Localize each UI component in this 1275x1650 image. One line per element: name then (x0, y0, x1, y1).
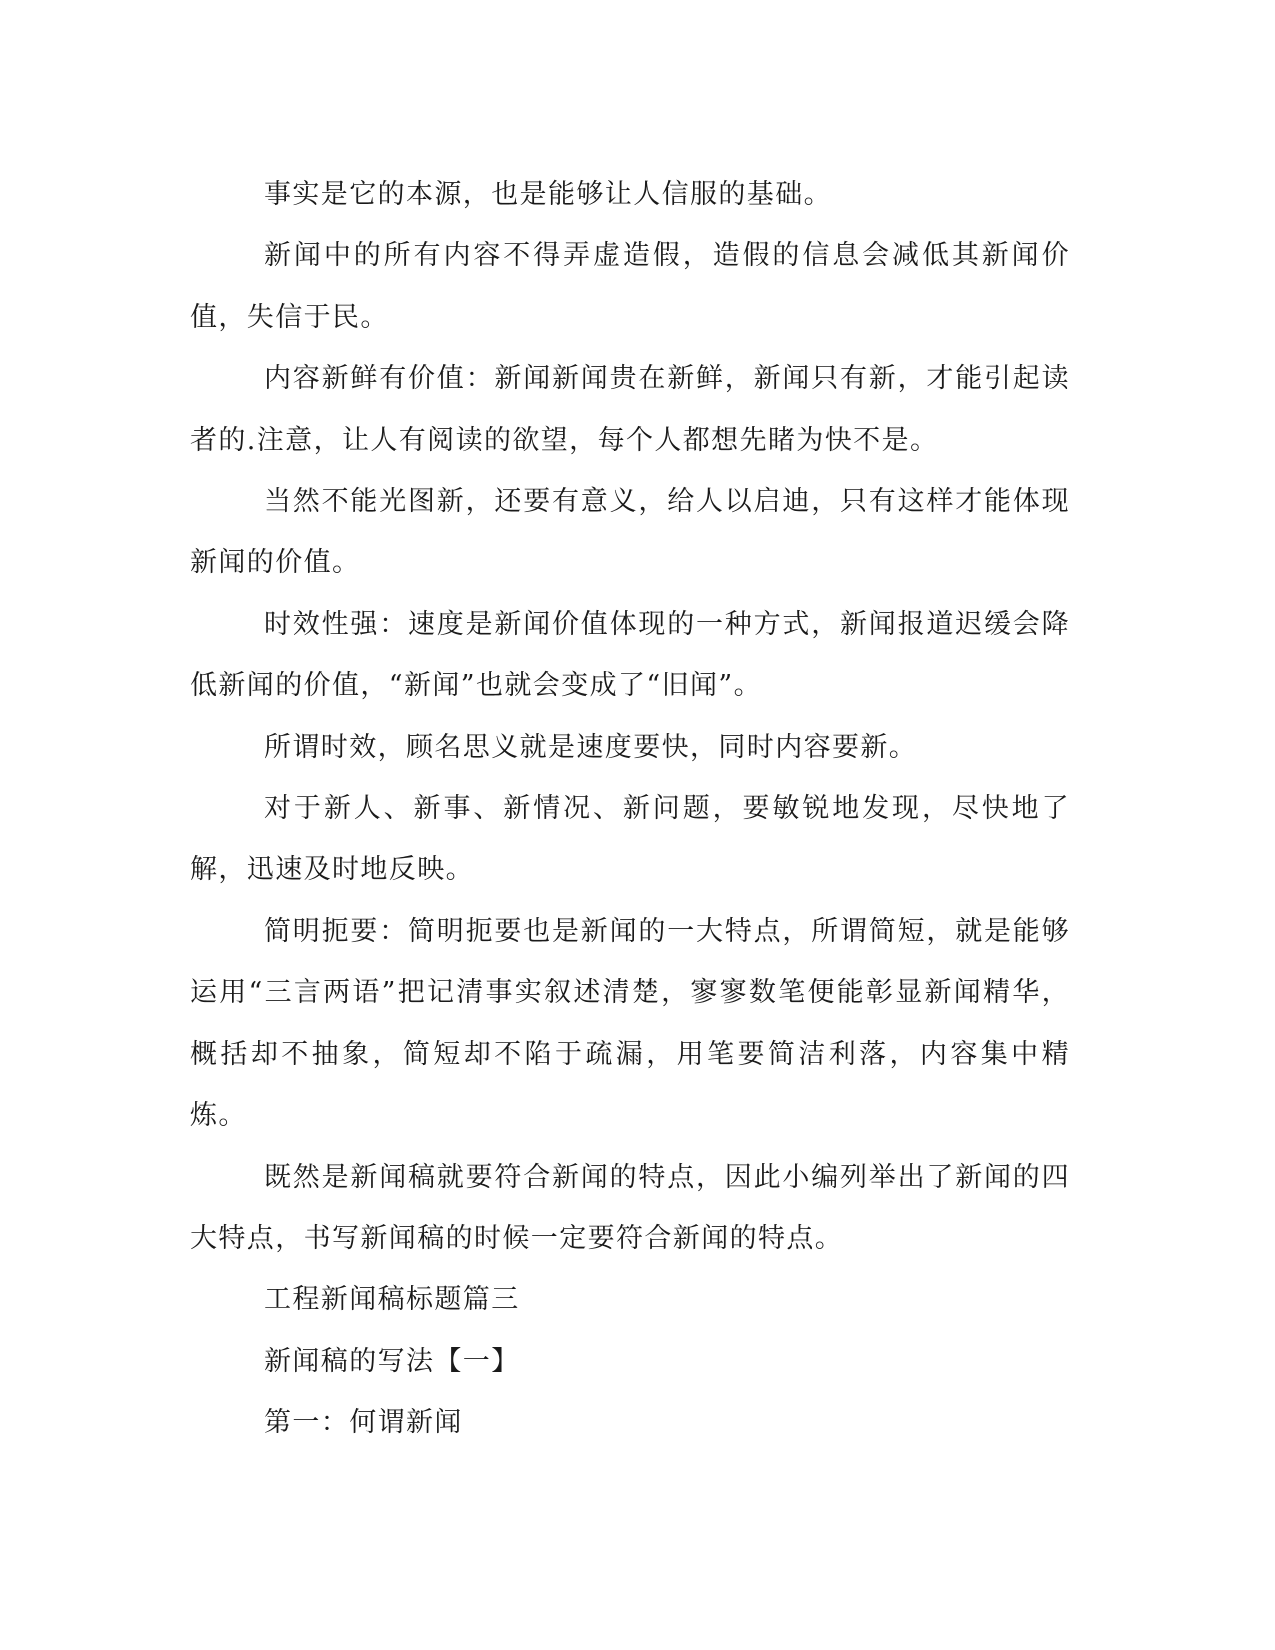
paragraph-1: 事实是它的本源，也是能够让人信服的基础。 (264, 179, 832, 210)
paragraph-7: 对于新人、新事、新情况、新问题，要敏锐地发现，尽快地了解，迅速及时地反映。 (190, 793, 1070, 886)
paragraph-3: 内容新鲜有价值：新闻新闻贵在新鲜，新闻只有新，才能引起读者的.注意，让人有阅读的欲望，每个人都想先睹为快不是。 (190, 363, 1070, 456)
paragraph-4: 当然不能光图新，还要有意义，给人以启迪，只有这样才能体现新闻的价值。 (190, 486, 1070, 579)
paragraph-9: 既然是新闻稿就要符合新闻的特点，因此小编列举出了新闻的四大特点，书写新闻稿的时候一定要符合新闻的特点。 (190, 1161, 1070, 1254)
subsection-heading: 新闻稿的写法【一】 (264, 1345, 520, 1377)
section-heading: 工程新闻稿标题篇三 (264, 1284, 520, 1316)
paragraph-6: 所谓时效，顾名思义就是速度要快，同时内容要新。 (264, 731, 918, 763)
paragraph-8: 简明扼要：简明扼要也是新闻的一大特点，所谓简短，就是能够运用“三言两语”把记清事实叙述清楚，寥寥数笔便能彰显新闻精华，概括却不抽象，简短却不陷于疏漏，用笔要简洁利落，内容集中精炼。 (190, 915, 1070, 1132)
document-body (190, 164, 1070, 1454)
paragraph-2: 新闻中的所有内容不得弄虚造假，造假的信息会减低其新闻价值，失信于民。 (190, 240, 1070, 333)
item-heading: 第一：何谓新闻 (264, 1407, 463, 1439)
paragraph-5: 时效性强：速度是新闻价值体现的一种方式，新闻报道迟缓会降低新闻的价值，“新闻”也就会变成了“旧闻”。 (190, 608, 1070, 702)
